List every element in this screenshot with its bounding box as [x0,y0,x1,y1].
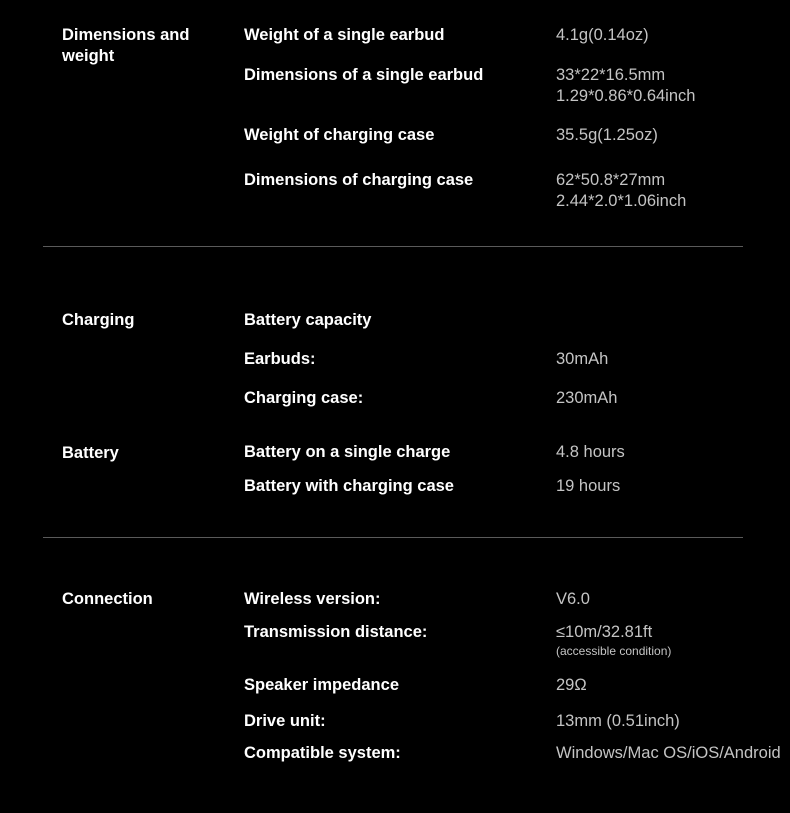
spec-value-single-charge: 4.8 hours [556,443,625,461]
section-title-connection: Connection [62,590,153,608]
spec-label-case-weight: Weight of charging case [244,126,435,144]
section-title-charging: Charging [62,311,135,329]
spec-label-earbuds-capacity: Earbuds: [244,350,316,368]
spec-label-drive-unit: Drive unit: [244,712,326,730]
spec-label-single-charge: Battery on a single charge [244,443,451,461]
section-title-battery: Battery [62,444,119,462]
section-divider [43,537,743,538]
spec-value-earbuds-capacity: 30mAh [556,350,609,368]
spec-value-earbud-weight: 4.1g(0.14oz) [556,26,649,44]
section-divider [43,246,743,247]
spec-value-case-dimensions-inch: 2.44*2.0*1.06inch [556,192,687,210]
spec-value-speaker-impedance: 29Ω [556,676,587,694]
spec-value-case-weight: 35.5g(1.25oz) [556,126,658,144]
spec-value-earbud-dimensions-mm: 33*22*16.5mm [556,66,666,84]
spec-value-case-capacity: 230mAh [556,389,618,407]
spec-value-compatible-system: Windows/Mac OS/iOS/Android [556,744,781,762]
spec-label-wireless-version: Wireless version: [244,590,381,608]
spec-label-case-capacity: Charging case: [244,389,364,407]
spec-value-drive-unit: 13mm (0.51inch) [556,712,680,730]
spec-value-case-dimensions-mm: 62*50.8*27mm [556,171,666,189]
spec-label-compatible-system: Compatible system: [244,744,401,762]
spec-label-battery-capacity: Battery capacity [244,311,372,329]
spec-label-speaker-impedance: Speaker impedance [244,676,399,694]
spec-label-with-case: Battery with charging case [244,477,454,495]
spec-label-earbud-dimensions: Dimensions of a single earbud [244,66,484,84]
spec-note-transmission-distance: (accessible condition) [556,644,672,658]
spec-label-transmission-distance: Transmission distance: [244,623,428,641]
spec-value-with-case: 19 hours [556,477,621,495]
spec-value-wireless-version: V6.0 [556,590,590,608]
spec-label-earbud-weight: Weight of a single earbud [244,26,445,44]
section-title-dimensions: Dimensions and weight [62,26,190,65]
spec-label-case-dimensions: Dimensions of charging case [244,171,474,189]
spec-value-transmission-distance: ≤10m/32.81ft [556,623,653,641]
spec-value-earbud-dimensions-inch: 1.29*0.86*0.64inch [556,87,696,105]
